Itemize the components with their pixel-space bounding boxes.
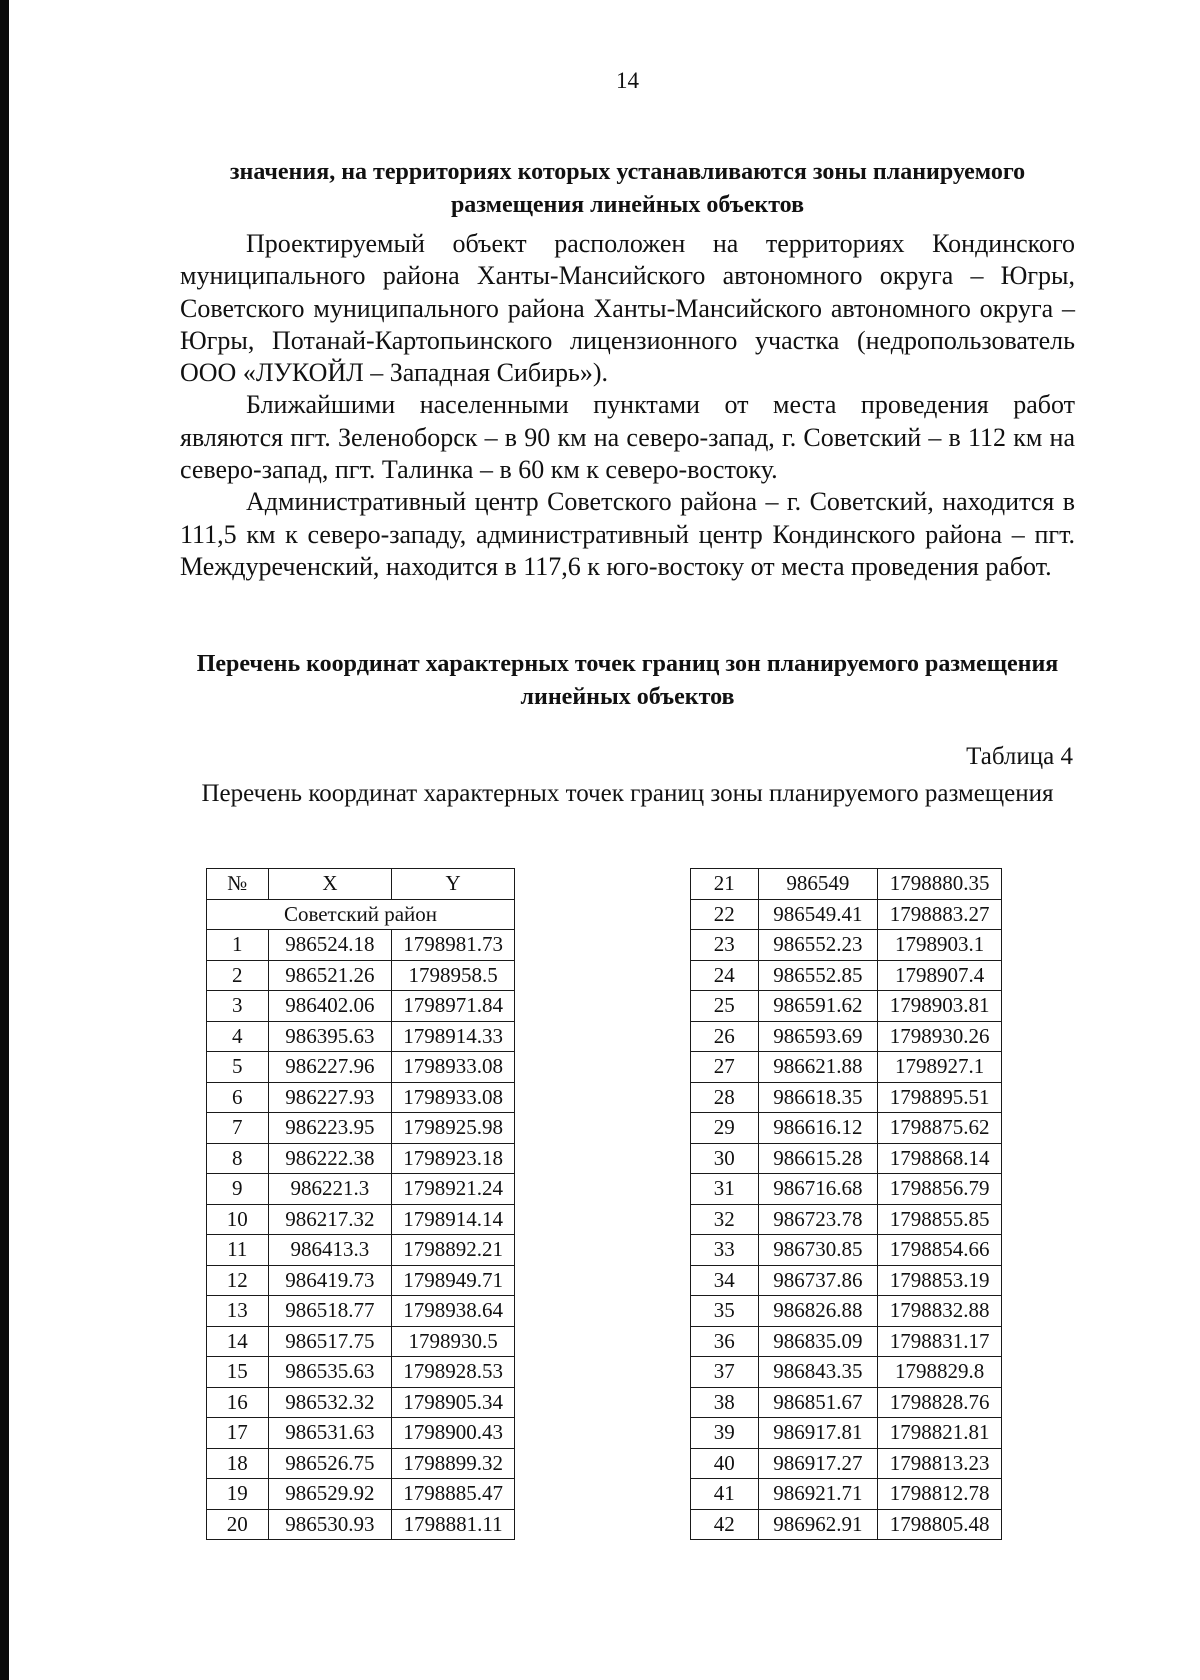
- cell-x: 986227.96: [268, 1052, 392, 1083]
- paragraph: Ближайшими населенными пунктами от места проведения работ являются пгт. Зеленоборск – в 90 км на северо-запад, г. Советский – в 112 км на северо-запад, пгт. Талинка – в 60 км к северо-востоку.: [180, 390, 1075, 485]
- table-row: [691, 1143, 1002, 1174]
- body-text: [180, 228, 1075, 583]
- cell-x: 986413.3: [268, 1235, 392, 1266]
- cell-number: 3: [207, 991, 269, 1022]
- cell-x: 986737.86: [758, 1265, 878, 1296]
- cell-number: 32: [691, 1204, 759, 1235]
- table-row: [207, 1509, 515, 1540]
- table-row: [207, 1418, 515, 1449]
- cell-x: 986549.41: [758, 899, 878, 930]
- table-title: Перечень координат характерных точек границ зоны планируемого размещения: [201, 780, 1054, 807]
- table-row: [691, 960, 1002, 991]
- cell-x: 986227.93: [268, 1082, 392, 1113]
- cell-x: 986530.93: [268, 1509, 392, 1540]
- table-row: [691, 899, 1002, 930]
- cell-number: 13: [207, 1296, 269, 1327]
- cell-number: 15: [207, 1357, 269, 1388]
- cell-x: 986552.23: [758, 930, 878, 961]
- section-label: Советский район: [207, 899, 515, 930]
- cell-number: 19: [207, 1479, 269, 1510]
- table-row: [691, 1113, 1002, 1144]
- table-row: [207, 1479, 515, 1510]
- cell-x: 986521.26: [268, 960, 392, 991]
- cell-x: 986549: [758, 869, 878, 900]
- coordinates-table-right: [690, 868, 1002, 1540]
- cell-y: 1798881.11: [392, 1509, 515, 1540]
- cell-y: 1798971.84: [392, 991, 515, 1022]
- cell-x: 986524.18: [268, 930, 392, 961]
- cell-y: 1798927.1: [878, 1052, 1002, 1083]
- cell-x: 986535.63: [268, 1357, 392, 1388]
- cell-number: 2: [207, 960, 269, 991]
- cell-number: 16: [207, 1387, 269, 1418]
- cell-x: 986723.78: [758, 1204, 878, 1235]
- cell-x: 986621.88: [758, 1052, 878, 1083]
- cell-number: 1: [207, 930, 269, 961]
- table-row: [691, 1021, 1002, 1052]
- table-row: [207, 1296, 515, 1327]
- cell-x: 986730.85: [758, 1235, 878, 1266]
- cell-y: 1798923.18: [392, 1143, 515, 1174]
- cell-y: 1798868.14: [878, 1143, 1002, 1174]
- cell-number: 5: [207, 1052, 269, 1083]
- cell-x: 986517.75: [268, 1326, 392, 1357]
- table-row: [207, 1387, 515, 1418]
- table-row: [207, 960, 515, 991]
- cell-number: 8: [207, 1143, 269, 1174]
- cell-y: 1798928.53: [392, 1357, 515, 1388]
- cell-y: 1798925.98: [392, 1113, 515, 1144]
- cell-y: 1798914.14: [392, 1204, 515, 1235]
- cell-y: 1798831.17: [878, 1326, 1002, 1357]
- cell-x: 986843.35: [758, 1357, 878, 1388]
- cell-y: 1798829.8: [878, 1357, 1002, 1388]
- cell-number: 36: [691, 1326, 759, 1357]
- cell-y: 1798903.81: [878, 991, 1002, 1022]
- cell-number: 24: [691, 960, 759, 991]
- cell-x: 986526.75: [268, 1448, 392, 1479]
- cell-number: 7: [207, 1113, 269, 1144]
- cell-x: 986851.67: [758, 1387, 878, 1418]
- table-row: [691, 1265, 1002, 1296]
- cell-number: 33: [691, 1235, 759, 1266]
- cell-x: 986962.91: [758, 1509, 878, 1540]
- cell-number: 26: [691, 1021, 759, 1052]
- cell-y: 1798933.08: [392, 1082, 515, 1113]
- cell-x: 986826.88: [758, 1296, 878, 1327]
- table-row: [691, 1052, 1002, 1083]
- cell-x: 986221.3: [268, 1174, 392, 1205]
- cell-number: 40: [691, 1448, 759, 1479]
- cell-number: 9: [207, 1174, 269, 1205]
- cell-y: 1798813.23: [878, 1448, 1002, 1479]
- cell-x: 986917.81: [758, 1418, 878, 1449]
- cell-number: 17: [207, 1418, 269, 1449]
- paragraph: Проектируемый объект расположен на территориях Кондинского муниципального района Ханты-Мансийского автономного округа – Югры, Советского муниципального района Ханты-Мансийского автономного округа – Югры, Потанай-Картопьинского лицензионного участка (недропользователь ООО «ЛУКОЙЛ – Западная Сибирь»).: [180, 229, 1075, 388]
- cell-number: 42: [691, 1509, 759, 1540]
- cell-y: 1798938.64: [392, 1296, 515, 1327]
- cell-y: 1798854.66: [878, 1235, 1002, 1266]
- table-row: [207, 1021, 515, 1052]
- cell-number: 34: [691, 1265, 759, 1296]
- cell-x: 986532.32: [268, 1387, 392, 1418]
- header-number: №: [207, 869, 269, 900]
- cell-number: 22: [691, 899, 759, 930]
- cell-y: 1798958.5: [392, 960, 515, 991]
- cell-y: 1798905.34: [392, 1387, 515, 1418]
- table-row: [207, 1265, 515, 1296]
- table-row: [691, 1418, 1002, 1449]
- cell-number: 14: [207, 1326, 269, 1357]
- coordinates-heading: Перечень координат характерных точек границ зон планируемого размещения линейных объектов: [196, 651, 1059, 710]
- cell-x: 986531.63: [268, 1418, 392, 1449]
- cell-x: 986395.63: [268, 1021, 392, 1052]
- cell-x: 986518.77: [268, 1296, 392, 1327]
- cell-number: 35: [691, 1296, 759, 1327]
- cell-number: 20: [207, 1509, 269, 1540]
- table-row: [691, 1509, 1002, 1540]
- cell-x: 986222.38: [268, 1143, 392, 1174]
- cell-y: 1798895.51: [878, 1082, 1002, 1113]
- cell-number: 6: [207, 1082, 269, 1113]
- cell-x: 986593.69: [758, 1021, 878, 1052]
- cell-x: 986618.35: [758, 1082, 878, 1113]
- cell-x: 986921.71: [758, 1479, 878, 1510]
- cell-y: 1798855.85: [878, 1204, 1002, 1235]
- page-number: 14: [616, 68, 639, 93]
- table-row: [207, 1113, 515, 1144]
- cell-number: 25: [691, 991, 759, 1022]
- cell-y: 1798885.47: [392, 1479, 515, 1510]
- table-row: [207, 1448, 515, 1479]
- cell-number: 39: [691, 1418, 759, 1449]
- table-row: [207, 991, 515, 1022]
- header-y: Y: [392, 869, 515, 900]
- cell-x: 986591.62: [758, 991, 878, 1022]
- table-header-row: [207, 869, 515, 900]
- table-row: [207, 1235, 515, 1266]
- cell-x: 986223.95: [268, 1113, 392, 1144]
- cell-y: 1798981.73: [392, 930, 515, 961]
- cell-x: 986552.85: [758, 960, 878, 991]
- cell-y: 1798875.62: [878, 1113, 1002, 1144]
- table-row: [691, 1235, 1002, 1266]
- table-row: [207, 1326, 515, 1357]
- table-row: [691, 1082, 1002, 1113]
- cell-y: 1798914.33: [392, 1021, 515, 1052]
- table-row: [691, 991, 1002, 1022]
- cell-y: 1798828.76: [878, 1387, 1002, 1418]
- header-x: X: [268, 869, 392, 900]
- cell-y: 1798903.1: [878, 930, 1002, 961]
- cell-number: 41: [691, 1479, 759, 1510]
- scan-binding-edge: [0, 0, 9, 1680]
- cell-number: 30: [691, 1143, 759, 1174]
- cell-y: 1798880.35: [878, 869, 1002, 900]
- table-row: [691, 1174, 1002, 1205]
- cell-number: 37: [691, 1357, 759, 1388]
- cell-y: 1798853.19: [878, 1265, 1002, 1296]
- cell-number: 10: [207, 1204, 269, 1235]
- cell-number: 31: [691, 1174, 759, 1205]
- table-row: [207, 1174, 515, 1205]
- cell-y: 1798930.26: [878, 1021, 1002, 1052]
- cell-y: 1798883.27: [878, 899, 1002, 930]
- cell-y: 1798907.4: [878, 960, 1002, 991]
- table-row: [207, 1204, 515, 1235]
- cell-x: 986419.73: [268, 1265, 392, 1296]
- cell-y: 1798805.48: [878, 1509, 1002, 1540]
- cell-x: 986716.68: [758, 1174, 878, 1205]
- cell-y: 1798899.32: [392, 1448, 515, 1479]
- cell-number: 12: [207, 1265, 269, 1296]
- table-row: [207, 1143, 515, 1174]
- table-row: [691, 1387, 1002, 1418]
- table-label: Таблица 4: [966, 743, 1073, 770]
- section-heading: значения, на территориях которых устанавливаются зоны планируемого размещения линейных объектов: [229, 159, 1026, 218]
- cell-number: 27: [691, 1052, 759, 1083]
- table-row: [691, 930, 1002, 961]
- table-row: [691, 1326, 1002, 1357]
- table-row: [207, 930, 515, 961]
- cell-y: 1798821.81: [878, 1418, 1002, 1449]
- cell-y: 1798900.43: [392, 1418, 515, 1449]
- cell-number: 38: [691, 1387, 759, 1418]
- table-row: [691, 1479, 1002, 1510]
- cell-x: 986402.06: [268, 991, 392, 1022]
- cell-number: 4: [207, 1021, 269, 1052]
- table-row: [691, 1204, 1002, 1235]
- cell-x: 986616.12: [758, 1113, 878, 1144]
- cell-x: 986615.28: [758, 1143, 878, 1174]
- cell-number: 18: [207, 1448, 269, 1479]
- cell-x: 986917.27: [758, 1448, 878, 1479]
- cell-x: 986217.32: [268, 1204, 392, 1235]
- table-section-row: [207, 899, 515, 930]
- cell-number: 28: [691, 1082, 759, 1113]
- cell-y: 1798949.71: [392, 1265, 515, 1296]
- table-row: [691, 869, 1002, 900]
- cell-y: 1798933.08: [392, 1052, 515, 1083]
- cell-y: 1798856.79: [878, 1174, 1002, 1205]
- cell-y: 1798832.88: [878, 1296, 1002, 1327]
- cell-y: 1798930.5: [392, 1326, 515, 1357]
- cell-x: 986529.92: [268, 1479, 392, 1510]
- table-row: [207, 1357, 515, 1388]
- cell-y: 1798812.78: [878, 1479, 1002, 1510]
- table-row: [207, 1052, 515, 1083]
- cell-number: 11: [207, 1235, 269, 1266]
- cell-number: 21: [691, 869, 759, 900]
- coordinates-table-left: [206, 868, 515, 1540]
- table-row: [691, 1357, 1002, 1388]
- cell-number: 23: [691, 930, 759, 961]
- table-row: [207, 1082, 515, 1113]
- cell-number: 29: [691, 1113, 759, 1144]
- table-row: [691, 1448, 1002, 1479]
- table-row: [691, 1296, 1002, 1327]
- cell-x: 986835.09: [758, 1326, 878, 1357]
- cell-y: 1798921.24: [392, 1174, 515, 1205]
- cell-y: 1798892.21: [392, 1235, 515, 1266]
- paragraph: Административный центр Советского района – г. Советский, находится в 111,5 км к северо-западу, административный центр Кондинского района – пгт. Междуреченский, находится в 117,6 к юго-востоку от места проведения работ.: [180, 487, 1075, 581]
